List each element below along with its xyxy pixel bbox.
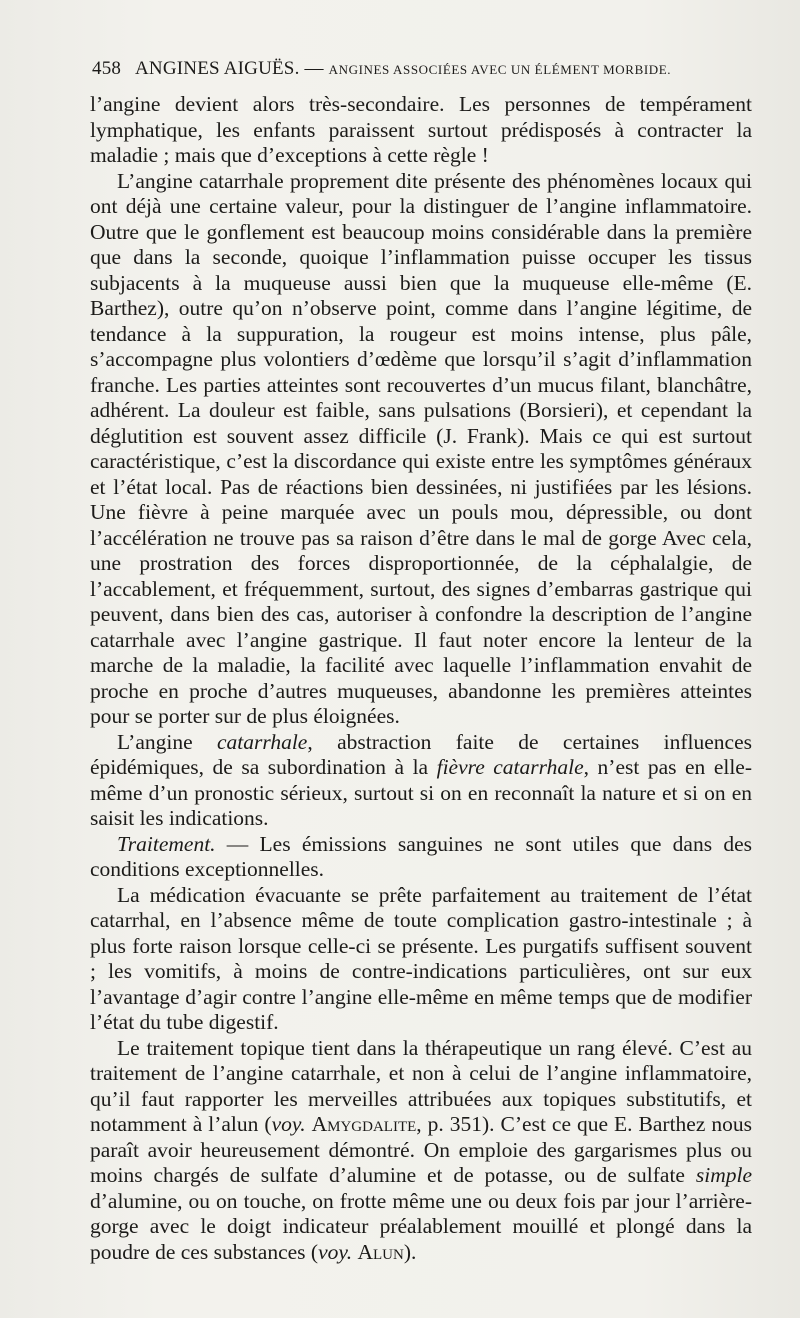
section-heading: Traitement. bbox=[117, 831, 216, 856]
paragraph-topical bbox=[90, 1036, 752, 1266]
page-body bbox=[90, 92, 752, 1265]
italic-term: voy. bbox=[318, 1239, 353, 1264]
page-number: 458 bbox=[92, 58, 122, 79]
text-run: L’angine bbox=[117, 729, 217, 754]
running-header bbox=[92, 58, 752, 80]
text-run: , p. 351). C’est ce que E. Barthez nous paraît avoir heureusement démontré. On emploie des gargarismes plus ou moins chargés de sulfate d’alumine et de potasse, ou de sulfate bbox=[90, 1112, 752, 1187]
paragraph-treatment bbox=[90, 832, 752, 883]
italic-term: simple bbox=[695, 1163, 752, 1187]
text-run: Le traitement topique tient dans la thérapeutique un rang élevé. C’est au traitement de l’angine catarrhale, et non à celui de l’angine inflammatoire, qu’il faut rapporter les merveilles attribuées aux topiques substitutifs, et notamment à l’alun ( bbox=[90, 1035, 752, 1136]
cross-reference: Alun bbox=[357, 1239, 404, 1264]
running-title: ANGINES AIGUËS. bbox=[135, 58, 300, 79]
italic-term: voy. bbox=[271, 1112, 306, 1136]
text-run: ). bbox=[403, 1239, 417, 1264]
text-run: , abstraction faite de certaines influences épidémiques, de sa subordination à la bbox=[90, 729, 752, 779]
paragraph-catarrhal-angina: L’angine catarrhale proprement dite présente des phénomènes locaux qui ont déjà une certaine valeur, pour la distinguer de l’angine inflammatoire. Outre que le gonflement est beaucoup moins considérable dans la première que dans la seconde, quoique l’inflammation puisse occuper les tissus subjacents à la muqueuse aussi bien que la muqueuse elle-même (E. Barthez), outre qu’on n’observe point, comme dans l’angine légitime, de tendance à la suppuration, la rougeur est moins intense, plus pâle, s’accompagne plus volontiers d’œdème que lorsqu’il s’agit d’inflammation franche. Les parties atteintes sont recouvertes d’un mucus filant, blanchâtre, adhérent. La douleur est faible, sans pulsations (Borsieri), et cependant la déglutition est souvent assez difficile (J. Frank). Mais ce qui est surtout caractéristique, c’est la discordance qui existe entre les symptômes généraux et l’état local. Pas de réactions bien dessinées, ni justifiées par les lésions. Une fièvre à peine marquée avec un pouls mou, dépressible, ou dont l’accélération ne trouve pas sa raison d’être dans le mal de gorge Avec cela, une prostration des forces disproportionnée, de la céphalalgie, de l’accablement, et fréquemment, surtout, des signes d’embarras gastrique qui peuvent, dans bien des cas, autoriser à confondre la description de l’angine catarrhale avec l’angine gastrique. Il faut noter encore la lenteur de la marche de la maladie, la facilité avec laquelle l’inflammation envahit de proche en proche d’autres muqueuses, abandonne les premières atteintes pour se porter sur de plus éloignées. bbox=[90, 168, 752, 728]
italic-term: fièvre catarrhale bbox=[436, 755, 584, 779]
header-separator: — bbox=[304, 58, 324, 79]
running-subtitle: ANGINES ASSOCIÉES AVEC UN ÉLÉMENT MORBIDE. bbox=[328, 62, 672, 77]
text-run: — Les émissions sanguines ne sont utiles que dans des conditions exceptionnelles. bbox=[90, 831, 752, 881]
paragraph-prognosis bbox=[90, 730, 752, 832]
text-run: d’alumine, ou on touche, on frotte même une ou deux fois par jour l’arrière-gorge avec le doigt indicateur préalablement mouillé et plongé dans la poudre de ces substances ( bbox=[90, 1188, 752, 1264]
text-run: , n’est pas en elle-même d’un pronostic sérieux, surtout si on en reconnaît la nature et si on en saisit les indications. bbox=[90, 755, 753, 830]
paragraph-continuation: l’angine devient alors très-secondaire. Les personnes de tempérament lymphatique, les enfants paraissent surtout prédisposés à contracter la maladie ; mais que d’exceptions à cette règle ! bbox=[90, 92, 752, 167]
cross-reference: Amygdalite bbox=[311, 1112, 417, 1136]
paragraph-evacuant: La médication évacuante se prête parfaitement au traitement de l’état catarrhal, en l’absence même de toute complication gastro-intestinale ; à plus forte raison lorsque celle-ci se présente. Les purgatifs suffisent souvent ; les vomitifs, à moins de contre-indications particulières, ont sur eux l’avantage d’agir contre l’angine elle-même en même temps que de modifier l’état du tube digestif. bbox=[90, 882, 752, 1034]
italic-term: catarrhale bbox=[216, 729, 308, 754]
